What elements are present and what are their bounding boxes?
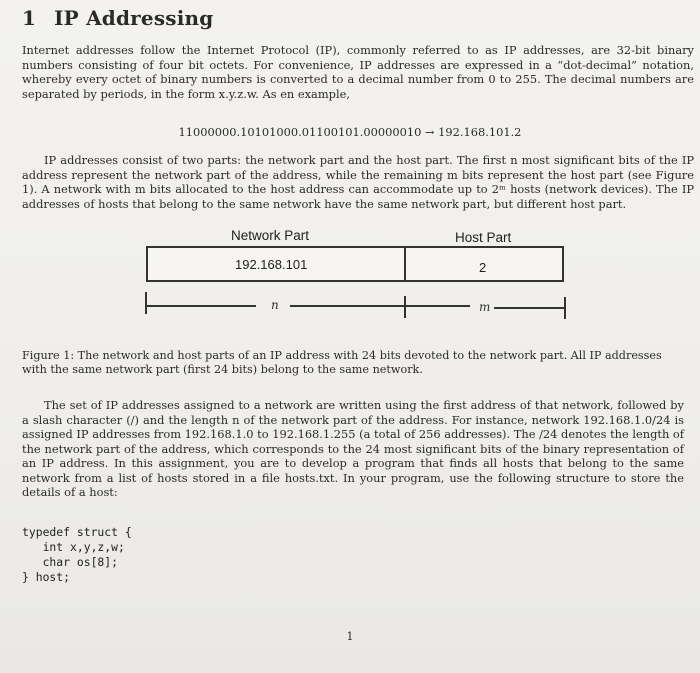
figure-caption: Figure 1: The network and host parts of an IP address with 24 bits devoted to the network part. All IP addresses with the same network part (first 24 bits) belong to the same network. [22, 349, 662, 376]
host-part-value: 2 [479, 260, 487, 275]
address-box [146, 246, 564, 282]
m-range-line [494, 307, 566, 309]
n-m-boundary-tick [404, 296, 406, 318]
section-title: IP Addressing [54, 6, 214, 30]
n-range-line-right [290, 305, 470, 307]
n-range-line-left [146, 305, 256, 307]
m-bits-label: m [479, 300, 491, 314]
conversion-example: 11000000.10101000.01100101.00000010 → 192.168.101.2 [178, 125, 522, 139]
n-bits-label: n [271, 298, 279, 312]
m-range-end-tick [564, 297, 566, 319]
address-divider [404, 246, 406, 282]
paragraph-intro: Internet addresses follow the Internet Protocol (IP), commonly referred to as IP addresses, are 32-bit binary numbers consisting of four bit octets. For convenience, IP addresses are expressed in a “dot-decimal” notation, whereby every octet of binary numbers is converted to a decimal number from 0 to 255. The decimal numbers are separated by periods, in the form x.y.z.w. As en example, [22, 43, 694, 101]
code-block-host-struct: typedef struct { int x,y,z,w; char os[8]; } host; [22, 525, 132, 584]
paragraph-network-host: IP addresses consist of two parts: the network part and the host part. The first n most significant bits of the IP address represent the network part of the address, while the remaining m bits represent the host part (see Figure 1). A network with m bits allocated to the host address can accommodate up to 2ᵐ hosts (network devices). The IP addresses of hosts that belong to the same network have the same network part, but different host part. [22, 153, 694, 211]
page-number: 1 [346, 630, 354, 643]
n-range-start-tick [145, 292, 147, 314]
section-heading [22, 6, 213, 30]
paragraph-assignment: The set of IP addresses assigned to a network are written using the first address of that network, followed by a slash character (/) and the length n of the network part of the address. For instance, network 192.168.1.0/24 is assigned IP addresses from 192.168.1.0 to 192.168.1.255 (a total of 256 addresses). The /24 denotes the length of the network part of the address, which corresponds to the 24 most significant bits of the binary representation of an IP address. In this assignment, you are to develop a program that finds all hosts that belong to the same network from a list of hosts stored in a file hosts.txt. In your program, use the following structure to store the details of a host: [22, 398, 684, 499]
host-part-label: Host Part [455, 230, 512, 245]
section-number: 1 [22, 6, 37, 30]
network-part-value: 192.168.101 [235, 257, 308, 272]
network-part-label: Network Part [231, 228, 310, 243]
